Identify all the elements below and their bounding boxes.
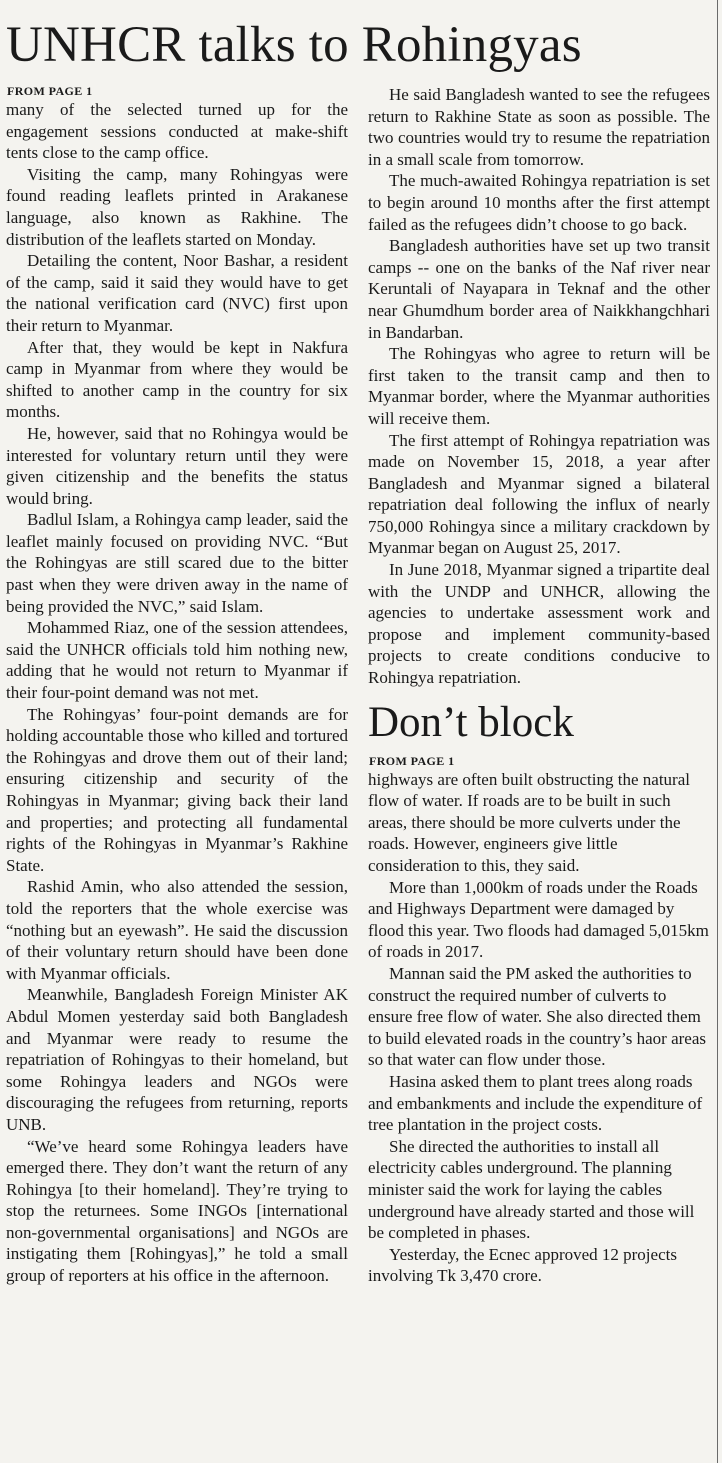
jump-line: FROM PAGE 1: [7, 84, 93, 98]
article-paragraph: Bangladesh authorities have set up two transit camps -- one on the banks of the Naf river near Keruntali of Nayapara in Teknaf and the other near Ghumdhum border area of Naikkhangchhari in Bandarban.: [368, 236, 710, 342]
article-column-left: [6, 84, 348, 1287]
article-paragraph: The Rohingyas who agree to return will be first taken to the transit camp and then to Myanmar border, where the Myanmar authorities will receive them.: [368, 344, 710, 428]
article-column-right: [368, 84, 710, 1287]
article-paragraph: Mohammed Riaz, one of the session attendees, said the UNHCR officials told him nothing new, adding that he would not return to Myanmar if their four-point demand was not met.: [6, 618, 348, 703]
article-headline: UNHCR talks to Rohingyas: [6, 17, 582, 73]
article-paragraph: After that, they would be kept in Nakfura camp in Myanmar from where they would be shifted to another camp in the country for six months.: [6, 337, 348, 422]
article-paragraph: He, however, said that no Rohingya would be interested for voluntary return until they were given citizenship and the benefits the status would bring.: [6, 423, 348, 508]
article-paragraph: many of the selected turned up for the engagement sessions conducted at make-shift tents close to the camp office.: [6, 100, 348, 163]
jump-line: FROM PAGE 1: [369, 753, 455, 768]
article-paragraph: “We’ve heard some Rohingya leaders have emerged there. They don’t want the return of any Rohingya [to their homeland]. They’re trying to stop the returnees. Some INGOs [international non-governmental organisations] and NGOs are instigating them [Rohingyas],” he told a small group of reporters at his office in the afternoon.: [6, 1136, 348, 1286]
article-paragraph: Rashid Amin, who also attended the session, told the reporters that the whole exercise was “nothing but an eyewash”. He said the discussion of their voluntary return should have been done with Myanmar officials.: [6, 877, 348, 983]
second-article-headline: Don’t block: [368, 698, 574, 746]
article-paragraph: The Rohingyas’ four-point demands are for holding accountable those who killed and tortured the Rohingyas and drove them out of their land; ensuring citizenship and security of the Rohingyas in Myanmar; giving back their land and properties; and protecting all fundamental rights of the Rohingyas in Myanmar’s Rakhine State.: [6, 704, 348, 875]
article-paragraph: Badlul Islam, a Rohingya camp leader, said the leaflet mainly focused on providing NVC. “But the Rohingyas are still scared due to the bitter past when they were driven away in the name of being provided the NVC,” said Islam.: [6, 510, 348, 616]
article-paragraph: Meanwhile, Bangladesh Foreign Minister AK Abdul Momen yesterday said both Bangladesh and Myanmar were ready to resume the repatriation of Rohingyas to their homeland, but some Rohingya leaders and NGOs were discouraging the refugees from returning, reports UNB.: [6, 985, 348, 1134]
article-paragraph: Mannan said the PM asked the authorities to construct the required number of culverts to ensure free flow of water. She also directed them to build elevated roads in the country’s haor areas so that water can flow under those.: [368, 963, 706, 1070]
article-paragraph: Detailing the content, Noor Bashar, a resident of the camp, said it said they would have to get the national verification card (NVC) first upon their return to Myanmar.: [6, 251, 348, 335]
column-rule: [717, 0, 718, 1463]
article-paragraph: Hasina asked them to plant trees along roads and embankments and include the expenditure of tree plantation in the project costs.: [368, 1071, 703, 1135]
article-paragraph: More than 1,000km of roads under the Roads and Highways Department were damaged by flood this year. Two floods had damaged 5,015km of roads in 2017.: [368, 877, 709, 962]
second-article-body: [368, 769, 710, 1287]
article-paragraph: Yesterday, the Ecnec approved 12 projects involving Tk 3,470 crore.: [368, 1244, 677, 1286]
article-paragraph: highways are often built obstructing the natural flow of water. If roads are to be built in such areas, there should be more culverts under the roads. However, engineers give little consideration to this, they said.: [368, 769, 690, 875]
article-paragraph: The first attempt of Rohingya repatriation was made on November 15, 2018, a year after Bangladesh and Myanmar signed a bilateral repatriation deal following the influx of nearly 750,000 Rohingya since a military crackdown by Myanmar began on August 25, 2017.: [368, 430, 710, 558]
article-paragraph: She directed the authorities to install all electricity cables underground. The planning minister said the work for laying the cables underground have already started and those will be completed in phases.: [368, 1136, 695, 1243]
article-paragraph: He said Bangladesh wanted to see the refugees return to Rakhine State as soon as possible. The two countries would try to resume the repatriation in a small scale from tomorrow.: [368, 85, 710, 169]
article-paragraph: Visiting the camp, many Rohingyas were found reading leaflets printed in Arakanese language, also known as Rakhine. The distribution of the leaflets started on Monday.: [6, 164, 348, 249]
article-paragraph: The much-awaited Rohingya repatriation is set to begin around 10 months after the first attempt failed as the refugees didn’t choose to go back.: [368, 171, 710, 234]
article-paragraph: In June 2018, Myanmar signed a tripartite deal with the UNDP and UNHCR, allowing the agencies to undertake assessment work and propose and implement community-based projects to create conditions conducive to Rohingya repatriation.: [368, 560, 710, 688]
